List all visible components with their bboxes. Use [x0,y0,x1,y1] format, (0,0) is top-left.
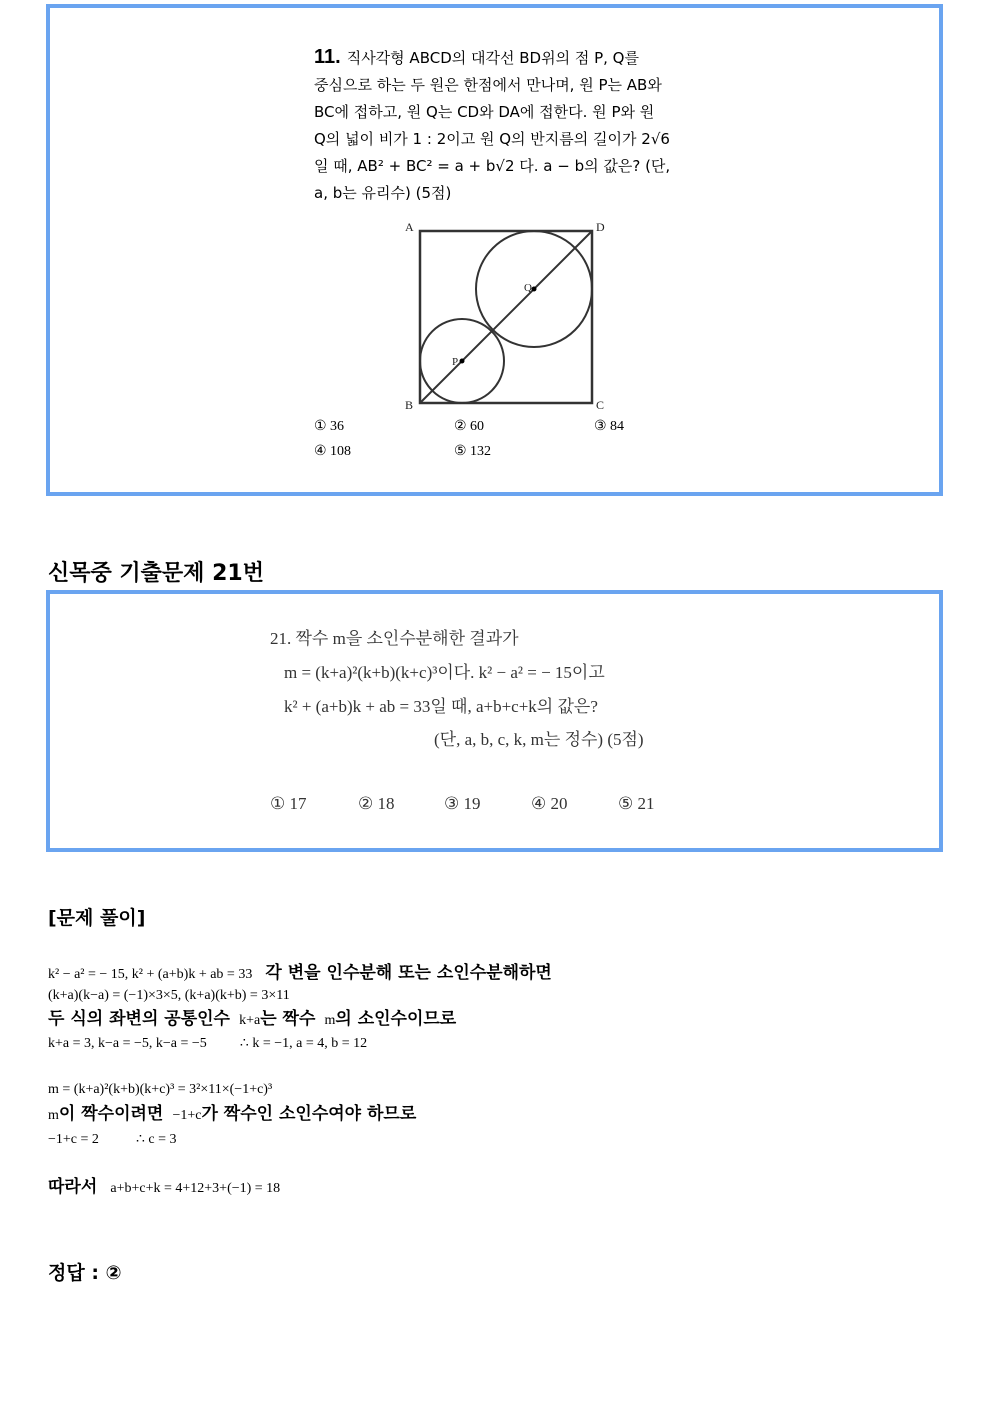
solution-math: k² − a² = − 15, k² + (a+b)k + ab = 33 [48,967,253,982]
problem-21-line3: k² + (a+b)k + ab = 33일 때, a+b+c+k의 값은? [284,697,598,716]
problem-11-line5: 일 때, AB² + BC² = a + b√2 다. a − b의 값은? (단, [314,157,671,175]
solution-math: m = (k+a)²(k+b)(k+c)³ = 3²×11×(−1+c)³ [48,1082,273,1097]
label-a: A [405,220,414,234]
problem-11-number: 11. [314,46,341,68]
solution-row-7 [48,1128,177,1148]
solution-text: 는 짝수 [260,1009,316,1029]
problem-11-line6: a, b는 유리수) (5점) [314,184,452,202]
solution-text: 이 짝수이려면 [58,1104,164,1124]
problem-21-choice-1: ① 17 [270,794,307,813]
label-c: C [596,398,605,412]
solution-text: 두 식의 좌변의 공통인수 [48,1009,230,1029]
solution-row-1 [48,958,552,983]
solution-text: 의 소인수이므로 [335,1009,457,1029]
final-answer: 정답 : ② [48,1262,122,1284]
problem-11-line3: BC에 접하고, 원 Q는 CD와 DA에 접한다. 원 P와 원 [314,103,655,121]
label-q: Q [524,282,532,294]
problem-21-choice-5: ⑤ 21 [618,794,655,813]
diagonal-bd [420,231,592,403]
solution-text: 가 짝수인 소인수여야 하므로 [201,1104,417,1124]
solution-row-8 [48,1172,280,1197]
choice-1: ① 36 [314,419,345,434]
problem-11-text [314,44,704,207]
label-b: B [405,398,414,412]
problem-21-choice-4: ④ 20 [531,794,568,813]
solution-math: (k+a)(k−a) = (−1)×3×5, (k+a)(k+b) = 3×11 [48,988,290,1003]
problem-11-line1: 11. 직사각형 ABCD의 대각선 BD위의 점 P, Q를 [314,46,639,68]
solution-row-6 [48,1099,416,1124]
point-q [532,287,537,292]
problem-21-line1: 21. 짝수 m을 소인수분해한 결과가 [270,629,519,648]
problem-21-line4: (단, a, b, c, k, m는 정수) (5점) [434,730,644,749]
problem-21-line2: m = (k+a)²(k+b)(k+c)³이다. k² − a² = − 15이고 [284,663,605,682]
problem-21-choice-3: ③ 19 [444,794,481,813]
problem-21-box [46,590,943,852]
solution-row-2 [48,984,290,1004]
solution-text: 각 변을 인수분해 또는 소인수분해하면 [265,963,552,983]
rectangle-circles-figure [400,213,610,413]
choice-3: ③ 84 [594,419,625,434]
problem-11-line2: 중심으로 하는 두 원은 한점에서 만나며, 원 P는 AB와 [314,76,662,94]
solution-heading: [문제 풀이] [48,907,146,929]
label-d: D [596,220,605,234]
label-p: P [452,356,459,368]
section-title: 신목중 기출문제 21번 [48,561,264,586]
problem-21-choice-2: ② 18 [358,794,395,813]
solution-math: m [48,1108,59,1123]
solution-math: k+a [239,1013,261,1028]
solution-math: m [324,1013,336,1028]
point-p [460,359,465,364]
solution-row-5 [48,1078,272,1098]
choice-4: ④ 108 [314,444,352,459]
solution-math: −1+c = 2 [48,1132,99,1147]
solution-math: k+a = 3, k−a = −5, k−a = −5 [48,1036,207,1051]
solution-math: ∴ k = −1, a = 4, b = 12 [239,1036,368,1051]
problem-11-box [46,4,943,496]
choice-5: ⑤ 132 [454,444,492,459]
solution-math: a+b+c+k = 4+12+3+(−1) = 18 [110,1181,281,1196]
solution-row-4 [48,1032,367,1052]
solution-row-3 [48,1004,456,1029]
problem-11-line4: Q의 넓이 비가 1 : 2이고 원 Q의 반지름의 길이가 2√6 [314,130,670,148]
choice-2: ② 60 [454,419,485,434]
solution-math: ∴ c = 3 [136,1132,177,1147]
solution-math: −1+c [172,1108,202,1123]
solution-text: 따라서 [48,1177,98,1197]
